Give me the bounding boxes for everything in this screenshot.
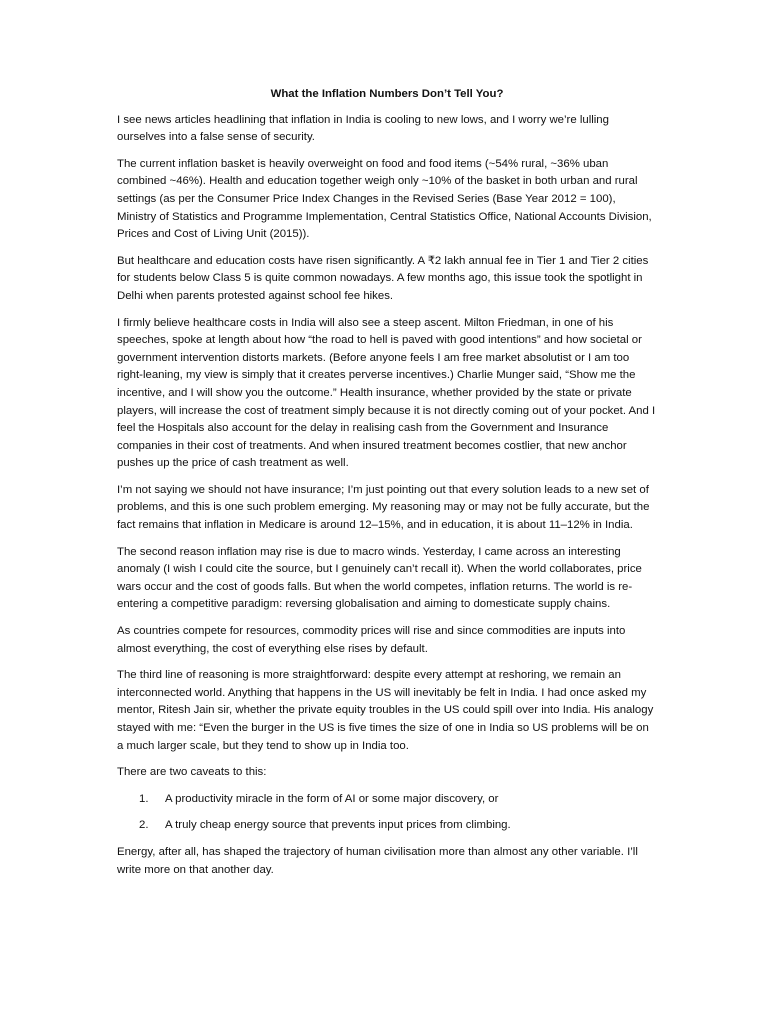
document-title: What the Inflation Numbers Don’t Tell You? <box>270 88 504 100</box>
paragraph-healthcare-costs: I firmly believe healthcare costs in India will also see a steep ascent. Milton Friedman, in one of his speeches, spoke at length about how “the road to hell is paved with good intentions” and how societal or government intervention distorts markets. (Before anyone feels I am free market absolutist or I am too right-leaning, my view is simply that it creates perverse incentives.) Charlie Munger said, “Show me the incentive, and I will show you the outcome.” Health insurance, whether provided by the state or private players, will increase the cost of treatment simply because it is not directly coming out of your pocket. And I feel the Hospitals also account for the delay in realising cash from the Government and Insurance companies in their cost of treatments. And when insured treatment becomes costlier, that new anchor pushes up the price of cash treatment as well. <box>117 316 656 470</box>
paragraph-caveats-intro: There are two caveats to this: <box>117 766 267 779</box>
caveats-list <box>117 791 657 835</box>
paragraph-insurance: I’m not saying we should not have insurance; I’m just pointing out that every solution leads to a new set of problems, and this is one such problem emerging. My reasoning may or may not be fully accurate, but the fact remains that inflation in Medicare is around 12–15%, and in education, it is about 11–12% in India. <box>117 483 650 532</box>
list-item-text: A productivity miracle in the form of AI or some major discovery, or <box>165 792 499 805</box>
paragraph-intro: I see news articles headlining that inflation in India is cooling to new lows, and I worry we’re lulling ourselves into a false sense of security. <box>117 113 609 144</box>
list-item <box>117 791 657 809</box>
paragraph-inflation-basket: The current inflation basket is heavily overweight on food and food items (~54% rural, ~36% uban combined ~46%). Health and education together weigh only ~10% of the basket in both urban and rural settings (as per the Consumer Price Index Changes in the Revised Series (Base Year 2012 = 100), Ministry of Statistics and Programme Implementation, Central Statistics Office, National Accounts Division, Prices and Cost of Living Unit (2015)). <box>117 157 652 241</box>
list-item <box>117 817 657 835</box>
document-body <box>117 86 657 888</box>
paragraph-commodities: As countries compete for resources, commodity prices will rise and since commodities are inputs into almost everything, the cost of everything else rises by default. <box>117 625 626 655</box>
list-item-number: 1. <box>139 792 149 805</box>
list-item-number: 2. <box>139 819 149 832</box>
paragraph-macro-winds: The second reason inflation may rise is due to macro winds. Yesterday, I came across an interesting anomaly (I wish I could cite the source, but I genuinely can’t recall it). When the world collaborates, price wars occur and the cost of goods falls. But when the world competes, inflation returns. The world is re-entering a competitive paradigm: reversing globalisation and aiming to domesticate supply chains. <box>117 545 642 611</box>
paragraph-closing: Energy, after all, has shaped the trajectory of human civilisation more than almost any other variable. I’ll write more on that another day. <box>117 845 638 876</box>
paragraph-interconnected-world: The third line of reasoning is more straightforward: despite every attempt at reshoring, we remain an interconnected world. Anything that happens in the US will inevitably be felt in India. I had once asked my mentor, Ritesh Jain sir, whether the private equity troubles in the US could spill over into India. His analogy stayed with me: “Even the burger in the US is five times the size of one in India so US problems will be on a much larger scale, but they tend to show up in India too. <box>117 669 654 752</box>
paragraph-healthcare-education: But healthcare and education costs have risen significantly. A ₹2 lakh annual fee in Tier 1 and Tier 2 cities for students below Class 5 is quite common nowadays. A few months ago, this issue took the spotlight in Delhi when parents protested against school fee hikes. <box>117 254 649 302</box>
list-item-text: A truly cheap energy source that prevents input prices from climbing. <box>165 819 511 832</box>
